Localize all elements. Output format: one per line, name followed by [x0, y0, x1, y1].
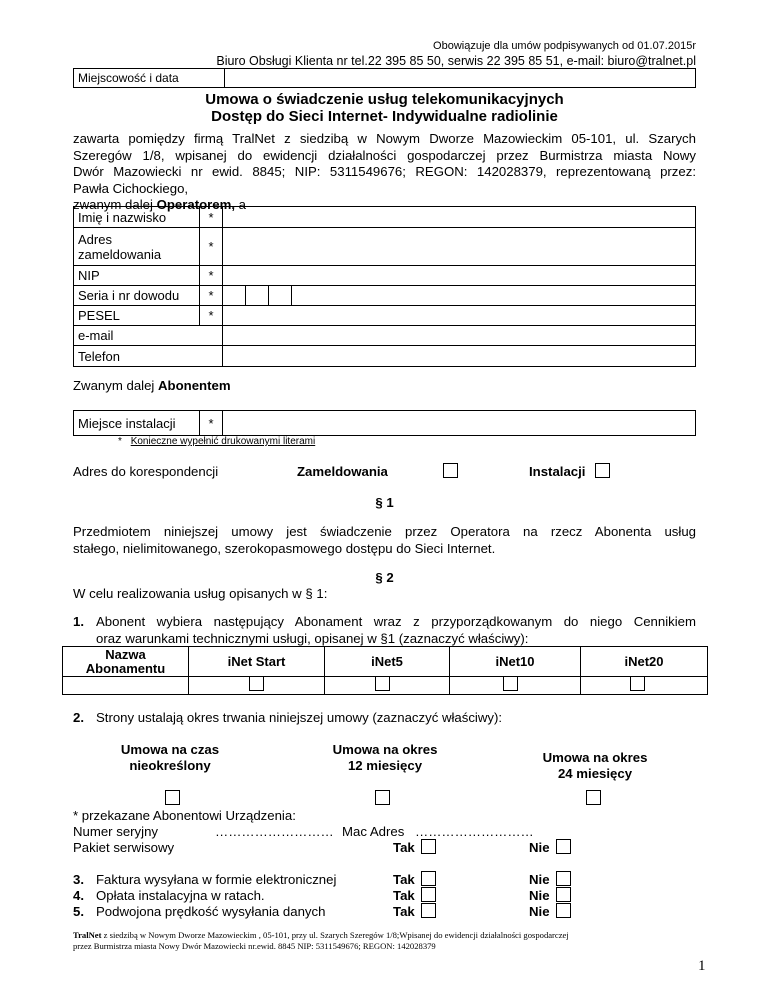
footer-line — [73, 930, 713, 941]
yes-label: Tak — [393, 840, 415, 855]
section-2-heading: § 2 — [375, 570, 394, 585]
place-date-field[interactable] — [225, 69, 695, 87]
installment-no-checkbox[interactable] — [556, 887, 571, 902]
plan-inet20-checkbox[interactable] — [630, 676, 645, 691]
intro-line: Dwór Mazowiecki nr ewid. 8845; NIP: 5311549676; REGON: 142028379, reprezentowaną przez: — [73, 164, 696, 179]
address-label-line: Adres — [78, 231, 112, 247]
intro-paragraph — [73, 131, 696, 214]
plan-inet5-checkbox[interactable] — [375, 676, 390, 691]
install-field[interactable] — [223, 411, 696, 436]
option-e-invoice: Faktura wysyłana w formie elektronicznej — [96, 872, 337, 887]
id-number-field[interactable] — [292, 286, 696, 306]
intro-line: zawarta pomiędzy firmą TralNet z siedzibą w Nowym Dworze Mazowieckim 05-101, ul. Szarych — [73, 131, 696, 146]
name-label: Imię i nazwisko — [74, 207, 200, 228]
intro-text: zwanym dalej — [73, 197, 153, 212]
correspondence-option-install: Instalacji — [529, 464, 586, 479]
item-number: 3. — [73, 872, 84, 887]
pesel-field[interactable] — [223, 306, 696, 326]
plan-empty-cell — [63, 677, 189, 695]
section-2-intro: W celu realizowania usług opisanych w § 1: — [73, 586, 328, 601]
no-label: Nie — [529, 840, 550, 855]
service-yes-checkbox[interactable] — [421, 839, 436, 854]
pesel-label: PESEL — [74, 306, 200, 326]
id-series-cell[interactable] — [269, 286, 292, 306]
item-number: 1. — [73, 614, 84, 629]
plan-inet20: iNet20 — [581, 647, 708, 677]
term-line: 12 miesięcy — [347, 758, 423, 773]
page-number: 1 — [698, 958, 706, 974]
section-1-heading: § 1 — [375, 495, 394, 510]
term-12-checkbox[interactable] — [375, 790, 390, 805]
footer-text: z siedzibą w Nowym Dworze Mazowieckim , 05-101, przy ul. Szarych Szeregów 1/8;Wpisanej do ewidencji działalności gospodarczej — [103, 930, 569, 940]
place-date-row — [73, 68, 696, 88]
intro-line: Pawła Cichockiego, — [73, 180, 189, 196]
no-label: Nie — [529, 888, 550, 903]
plan-inet5: iNet5 — [325, 647, 450, 677]
footer — [73, 930, 713, 952]
no-label: Nie — [529, 904, 550, 919]
term-line: Umowa na okres — [542, 750, 648, 765]
footer-line: przez Burmistrza miasta Nowy Dwór Mazowiecki nr.ewid. 8845 NIP: 5311549676; REGON: 142028379 — [73, 941, 436, 951]
name-field[interactable] — [223, 207, 696, 228]
install-label: Miejsce instalacji — [74, 411, 200, 436]
yes-label: Tak — [393, 888, 415, 903]
address-label-line: zameldowania — [78, 246, 162, 262]
yes-label: Tak — [393, 904, 415, 919]
plan-header-line: Abonamentu — [85, 660, 166, 676]
intro-line: Szeregów 1/8, wpisanej do ewidencji działalności gospodarczej przez Burmistrza miasta Nowy — [73, 147, 696, 163]
plan-inet10: iNet10 — [450, 647, 581, 677]
email-field[interactable] — [223, 326, 696, 346]
required-star: * — [200, 306, 223, 326]
print-note — [118, 436, 315, 447]
subscriber-term: Abonentem — [158, 378, 231, 393]
item-2-text: Strony ustalają okres trwania niniejszej umowy (zaznaczyć właściwy): — [96, 710, 503, 725]
devices-heading: * przekazane Abonentowi Urządzenia: — [73, 808, 296, 823]
mac-label: Mac Adres — [342, 824, 405, 839]
term-12-months — [300, 742, 470, 774]
term-line: Umowa na czas — [120, 742, 220, 757]
email-label: e-mail — [74, 326, 223, 346]
correspondence-option-registered: Zameldowania — [297, 464, 388, 479]
item-1-line: Abonent wybiera następujący Abonament wraz z przyporządkowanym do niego Cennikiem — [96, 614, 696, 629]
e-invoice-yes-checkbox[interactable] — [421, 871, 436, 886]
double-upload-no-checkbox[interactable] — [556, 903, 571, 918]
item-1-text — [96, 614, 696, 647]
address-label — [74, 228, 200, 266]
note-star: * — [118, 436, 122, 447]
id-series-cell[interactable] — [246, 286, 269, 306]
term-line: Umowa na okres — [332, 742, 438, 757]
term-24-months — [510, 750, 680, 782]
required-star: * — [200, 286, 223, 306]
term-indefinite-checkbox[interactable] — [165, 790, 180, 805]
option-installment: Opłata instalacyjna w ratach. — [96, 888, 265, 903]
serial-label: Numer seryjny — [73, 824, 159, 839]
operator-term: Operatorem, — [156, 197, 235, 212]
registered-checkbox[interactable] — [443, 463, 458, 478]
item-number: 5. — [73, 904, 84, 919]
item-number: 2. — [73, 710, 84, 725]
e-invoice-no-checkbox[interactable] — [556, 871, 571, 886]
subscriber-line — [73, 378, 231, 393]
installment-yes-checkbox[interactable] — [421, 887, 436, 902]
id-series-cell[interactable] — [223, 286, 246, 306]
note-text: Konieczne wypełnić drukowanymi literami — [130, 436, 316, 447]
nip-field[interactable] — [223, 266, 696, 286]
item-1-line: oraz warunkami technicznymi usługi, opisanej w §1 (zaznaczyć właściwy): — [96, 630, 529, 646]
no-label: Nie — [529, 872, 550, 887]
item-number: 4. — [73, 888, 84, 903]
required-star: * — [200, 207, 223, 228]
section-1-line: stałego, nielimitowanego, szerokopasmowego dostępu do Sieci Internet. — [73, 540, 496, 556]
service-no-checkbox[interactable] — [556, 839, 571, 854]
correspondence-label: Adres do korespondencji — [73, 464, 219, 479]
section-1-line: Przedmiotem niniejszej umowy jest świadczenie przez Operatora na rzecz Abonenta usług — [73, 524, 696, 539]
plan-inet10-checkbox[interactable] — [503, 676, 518, 691]
yes-label: Tak — [393, 872, 415, 887]
mac-field[interactable]: ……………………… — [415, 824, 534, 839]
term-line: 24 miesięcy — [557, 766, 633, 781]
required-star: * — [200, 411, 223, 436]
serial-field[interactable]: ……………………… — [215, 824, 334, 839]
term-24-checkbox[interactable] — [586, 790, 601, 805]
contract-subtitle: Dostęp do Sieci Internet- Indywidualne radiolinie — [211, 108, 558, 125]
plan-inet-start: iNet Start — [189, 647, 325, 677]
service-package-label: Pakiet serwisowy — [73, 840, 175, 855]
section-1-text — [73, 524, 696, 557]
place-date-label: Miejscowość i data — [74, 69, 225, 87]
contract-title: Umowa o świadczenie usług telekomunikacyjnych — [205, 91, 564, 108]
plan-inet-start-checkbox[interactable] — [249, 676, 264, 691]
subscriber-text: Zwanym dalej — [73, 378, 155, 393]
install-address-checkbox[interactable] — [595, 463, 610, 478]
customer-service-info: Biuro Obsługi Klienta nr tel.22 395 85 50, serwis 22 395 85 51, e-mail: biuro@tralnet.pl — [216, 54, 696, 68]
phone-field[interactable] — [223, 346, 696, 367]
subscriber-table — [73, 206, 696, 367]
id-label: Seria i nr dowodu — [74, 286, 200, 306]
required-star: * — [200, 266, 223, 286]
term-indefinite — [85, 742, 255, 774]
term-line: nieokreślony — [129, 758, 211, 773]
install-table — [73, 410, 696, 436]
intro-text: a — [238, 197, 247, 212]
nip-label: NIP — [74, 266, 200, 286]
phone-label: Telefon — [74, 346, 223, 367]
required-star: * — [200, 228, 223, 266]
option-double-upload: Podwojona prędkość wysyłania danych — [96, 904, 326, 919]
footer-brand: TralNet — [73, 930, 102, 940]
double-upload-yes-checkbox[interactable] — [421, 903, 436, 918]
valid-from-note: Obowiązuje dla umów podpisywanych od 01.07.2015r — [433, 40, 696, 52]
plan-header-line: Nazwa — [105, 646, 146, 662]
address-field[interactable] — [223, 228, 696, 266]
plan-name-header — [63, 647, 189, 677]
